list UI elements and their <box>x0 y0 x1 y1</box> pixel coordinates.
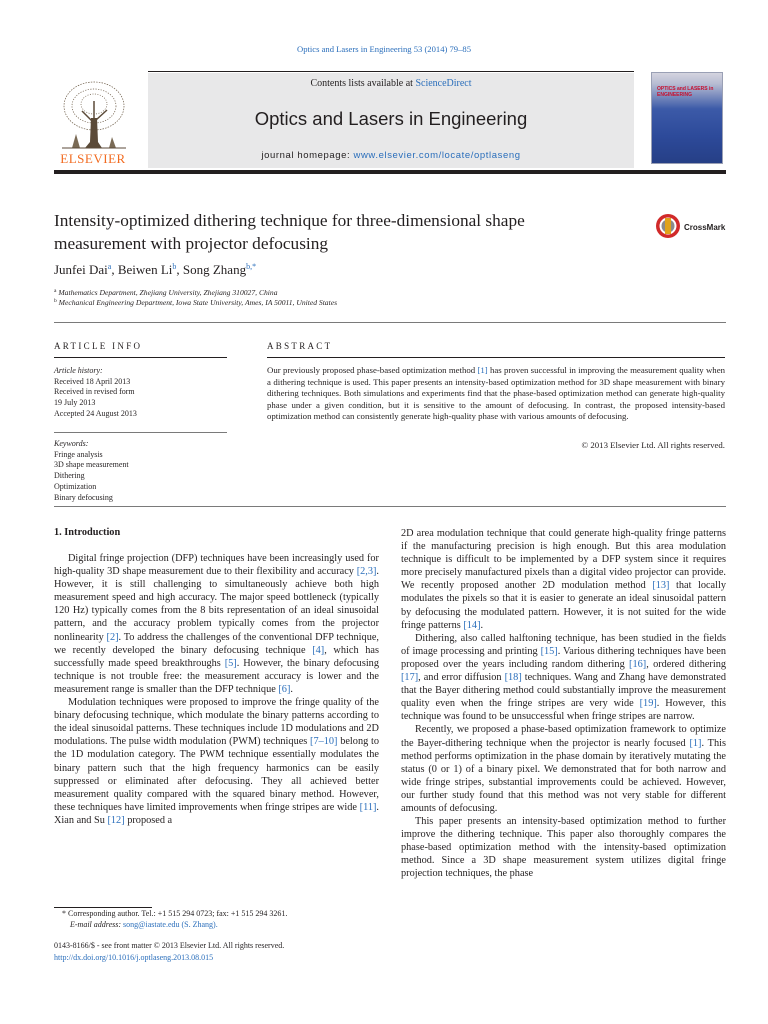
author-affiliation-marker[interactable]: b <box>172 262 177 271</box>
citation-link[interactable]: [4] <box>312 644 325 656</box>
keyword: 3D shape measurement <box>54 460 129 470</box>
keyword: Optimization <box>54 481 97 491</box>
citation-link[interactable]: [6] <box>278 683 291 695</box>
contents-prefix: Contents lists available at <box>310 78 416 89</box>
keywords <box>54 439 227 503</box>
affiliation-text: Mathematics Department, Zhejiang University, Zhejiang 310027, China <box>58 288 278 297</box>
citation-link[interactable]: [13] <box>652 580 670 592</box>
affiliation-a <box>54 288 278 297</box>
article-info-label: ARTICLE INFO <box>54 341 143 351</box>
affiliation-b <box>54 298 337 307</box>
journal-homepage-link[interactable]: www.elsevier.com/locate/optlaseng <box>353 150 521 161</box>
corresponding-author-note: * Corresponding author. Tel.: +1 515 294 0723; fax: +1 515 294 3261. <box>62 909 288 918</box>
abstract-text-part: Our previously proposed phase-based optimization method <box>267 365 478 375</box>
footnote-rule <box>54 907 152 908</box>
history-item: Received in revised form <box>54 387 135 397</box>
email-label: E-mail address: <box>70 920 124 929</box>
abstract-text-part: has proven successful in improving the measurement quality when a dithering technique is used. This paper presents an intensity-based optimization method for 3D shape measurement with binary dithering techniques. Both simulations and experiments find that the phase-based optimization method can generate high-quality phase under a given condition, but it is sensitive to the amount of defocusing. In contrast, the proposed intensity-based optimization method can consistently generate high-quality phase with various amounts of defocusing. <box>267 365 725 422</box>
citation-link[interactable]: [11] <box>359 801 377 813</box>
section-heading-introduction: 1. Introduction <box>54 527 121 538</box>
journal-homepage-line <box>148 150 634 161</box>
history-item: Received 18 April 2013 <box>54 376 131 386</box>
running-head[interactable]: Optics and Lasers in Engineering 53 (2014) 79–85 <box>297 44 471 54</box>
body-top-rule <box>54 506 726 507</box>
article-title-line-2: measurement with projector defocusing <box>54 234 329 253</box>
sciencedirect-link[interactable]: ScienceDirect <box>415 78 472 89</box>
front-matter-line: 0143-8166/$ - see front matter © 2013 Elsevier Ltd. All rights reserved. <box>54 941 285 950</box>
history-item: 19 July 2013 <box>54 398 96 408</box>
elsevier-wordmark: ELSEVIER <box>60 151 126 166</box>
citation-link[interactable]: [16] <box>629 658 647 670</box>
citation-link[interactable]: [17] <box>401 672 419 684</box>
header-top-rule <box>148 71 634 72</box>
keywords-rule <box>54 432 227 433</box>
article-info-rule <box>54 357 227 358</box>
header-bottom-rule <box>54 170 726 174</box>
citation-link[interactable]: [12] <box>107 814 125 826</box>
citation-link[interactable]: [18] <box>504 672 522 684</box>
abstract-rule <box>267 357 725 358</box>
cover-title: OPTICS and LASERS in ENGINEERING <box>657 86 714 98</box>
author-list: Junfei Dai$^a$, Beiwen Li$^b$, Song Zhang$^{b,*}$ <box>54 262 257 277</box>
paragraph: Digital fringe projection (DFP) techniques have been increasingly used for high-quality 3D shape measurement due to their flexibility and accuracy [2,3]. However, it is still challenging to simultaneously achieve both high measurement speed and high accuracy. The major speed bottleneck (typically 120 Hz) typically comes from the 8 bits representation of an ideal sinusoidal pattern, and the accuracy problem typically comes from the projector nonlinearity [2]. To address the challenges of the conventional DFP technique, we recently developed the binary defocusing technique [4], which has successfully made speed breakthroughs [5]. However, the binary defocusing technique is not trouble free: the measurement accuracy is lower and the measurement range is smaller than the DFP technique [6]. <box>54 553 379 695</box>
keyword: Fringe analysis <box>54 449 103 459</box>
citation-link[interactable]: [15] <box>540 645 558 657</box>
citation-link[interactable]: [2,3] <box>356 566 377 578</box>
body-column-right <box>401 527 726 881</box>
history-item: Accepted 24 August 2013 <box>54 408 137 418</box>
body-column-left <box>54 552 379 827</box>
citation-link[interactable]: [1] <box>689 737 702 749</box>
front-rule <box>54 322 726 323</box>
doi-link[interactable]: http://dx.doi.org/10.1016/j.optlaseng.2013.08.015 <box>54 953 214 962</box>
email-note <box>70 920 218 929</box>
author-name[interactable]: Song Zhang <box>182 262 247 277</box>
citation-link[interactable]: [19] <box>639 698 657 710</box>
affiliation-text: Mechanical Engineering Department, Iowa State University, Ames, IA 50011, United States <box>58 298 338 307</box>
affiliation-marker: b <box>54 298 57 304</box>
journal-title: Optics and Lasers in Engineering <box>254 108 528 129</box>
abstract-text <box>267 365 725 423</box>
abstract-copyright: © 2013 Elsevier Ltd. All rights reserved. <box>581 440 725 450</box>
keyword: Dithering <box>54 471 85 481</box>
crossmark-label[interactable]: CrossMark <box>684 223 726 232</box>
article-history-heading: Article history: <box>54 366 103 375</box>
email-link[interactable]: song@iastate.edu (S. Zhang). <box>123 920 218 929</box>
paragraph: Dithering, also called halftoning technique, has been studied in the fields of image processing and printing [15]. Various dithering techniques have been proposed over the years including random dithering [16], ordered dithering [17], and error diffusion [18] techniques. Wang and Zhang have demonstrated that the Bayer dithering method could substantially improve the measurement quality even when the fringe stripes are very wide [19]. However, this technique was found to be unsuccessful when fringe stripes are narrow. <box>401 632 726 723</box>
author-affiliation-marker[interactable]: a <box>107 262 112 271</box>
article-title-line-1: Intensity-optimized dithering technique for three-dimensional shape <box>54 211 525 230</box>
article-history <box>54 366 227 420</box>
homepage-prefix: journal homepage: <box>261 150 354 161</box>
paragraph: 2D area modulation technique that could generate high-quality fringe patterns if the manufacturing precision is high enough. But this area modulation technique is difficult to be implemented by a DFP system since it requires more precisely manufactured pixels than a digital video projector can provide. We recently proposed another 2D modulation method [13] that locally modulates the pixels so that it is easier to generate an ideal sinusoidal pattern by defocusing the modulated pattern. However, it is not suited for the wide fringe patterns [14]. <box>401 528 727 631</box>
paragraph: Modulation techniques were proposed to improve the fringe quality of the binary defocusing technique, which modulate the binary patterns according to the ideal sinusoidal patterns. These techniques include 1D modulations and 2D modulations. The pulse width modulation (PWM) techniques [7–10] belong to the 1D modulation category. The PWM technique essentially modulates the binary pattern such that the high frequency harmonics can be easily suppressed or eliminated after defocusing. They all achieved better measurement quality compared with the squared binary method. However, these techniques have limited improvements when fringe stripes are wide [11]. Xian and Su [12] proposed a <box>54 697 379 826</box>
keywords-heading: Keywords: <box>54 439 89 448</box>
keyword: Binary defocusing <box>54 492 113 502</box>
author-name[interactable]: Beiwen Li <box>117 262 173 277</box>
citation-link[interactable]: [1] <box>477 365 488 375</box>
citation-link[interactable]: [2] <box>106 631 119 643</box>
citation-link[interactable]: [7–10] <box>310 736 338 748</box>
article-title <box>54 209 654 255</box>
abstract-label: ABSTRACT <box>267 341 333 351</box>
author-affiliation-marker[interactable]: b,* <box>246 262 257 271</box>
contents-line <box>148 78 634 89</box>
affiliation-marker: a <box>54 288 57 294</box>
paragraph: This paper presents an intensity-based optimization method to further improve the dithering technique. This paper also thoroughly compares the phase-based optimization method with the intensity-based optimization method. Since a 3D shape measurement system utilizes digital fringe projection techniques, the phase <box>401 816 726 880</box>
author-name[interactable]: Junfei Dai <box>54 262 108 277</box>
citation-link[interactable]: [14] <box>463 619 481 631</box>
citation-link[interactable]: [5] <box>224 657 237 669</box>
paragraph: Recently, we proposed a phase-based optimization framework to optimize the Bayer-dithering technique when the projector is nearly focused [1]. This method performs optimization in the phase domain by iteratively mutating the status (0 or 1) of a binary pixel. We demonstrated that for both narrow and wide fringe stripes, substantial improvements could be achieved. However, our further study found that this method was not very stable for different amounts of defocusing. <box>401 724 726 814</box>
